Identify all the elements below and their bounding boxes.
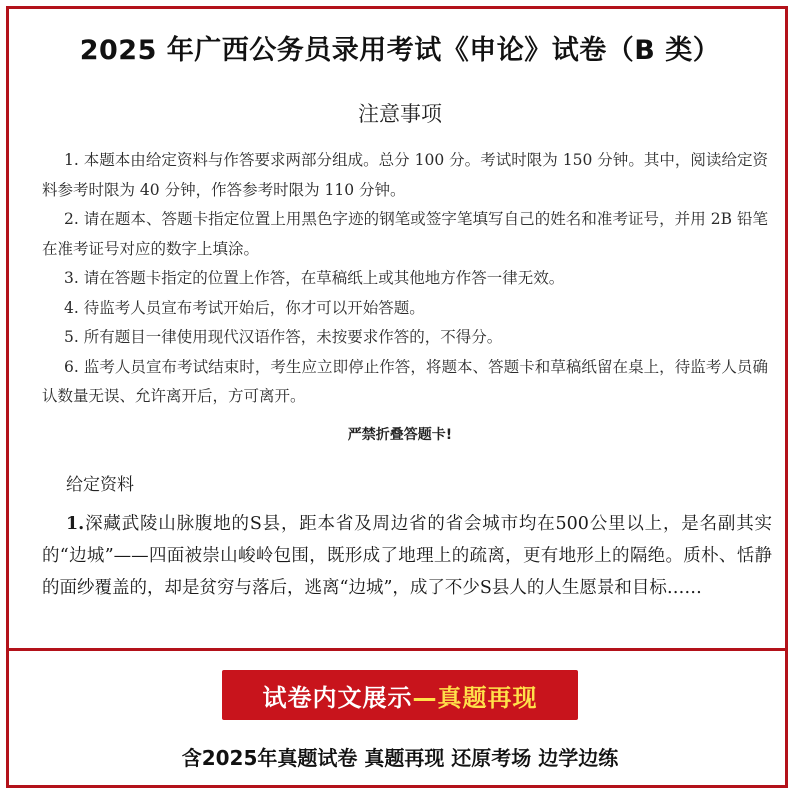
notice-heading: 注意事项 — [358, 102, 442, 126]
section-divider — [6, 648, 785, 651]
notice-item-3: 3. 请在答题卡指定的位置上作答，在草稿纸上或其他地方作答一律无效。 — [64, 269, 565, 287]
material-number: 1. — [66, 514, 85, 534]
notice-item-2: 2. 请在题本、答题卡指定位置上用黑色字迹的钢笔或签字笔填写自己的姓名和准考证号，并用 2B 铅笔在准考证号对应的数字上填涂。 — [42, 210, 768, 258]
banner-highlight-text: —真题再现 — [412, 683, 538, 712]
material-paragraph-1 — [42, 508, 772, 604]
promo-tagline: 含2025年真题试卷 真题再现 还原考场 边学边练 — [181, 746, 619, 770]
no-fold-warning: 严禁折叠答题卡! — [347, 427, 453, 443]
banner-main-text: 试卷内文展示 — [262, 683, 413, 712]
notice-item-1: 1. 本题本由给定资料与作答要求两部分组成。总分 100 分。考试时限为 150 分钟。其中，阅读给定资料参考时限为 40 分钟，作答参考时限为 110 分钟。 — [42, 151, 768, 199]
notice-list — [42, 146, 768, 412]
notice-item-5: 5. 所有题目一律使用现代汉语作答，未按要求作答的，不得分。 — [64, 328, 503, 346]
material-heading: 给定资料 — [66, 475, 134, 495]
exam-title: 2025 年广西公务员录用考试《申论》试卷（B 类） — [79, 35, 721, 66]
notice-item-4: 4. 待监考人员宣布考试开始后，你才可以开始答题。 — [64, 298, 425, 317]
notice-item-6: 6. 监考人员宣布考试结束时，考生应立即停止作答，将题本、答题卡和草稿纸留在桌上，待监考人员确认数量无误、允许离开后，方可离开。 — [42, 357, 768, 405]
promo-banner — [222, 670, 578, 720]
material-text: 深藏武陵山脉腹地的S县，距本省及周边省的省会城市均在500公里以上，是名副其实的“边城”——四面被崇山峻岭包围，既形成了地理上的疏离，更有地形上的隔绝。质朴、恬静的面纱覆盖的，却是贫穷与落后，逃离“边城”，成了不少S县人的人生愿景和目标…… — [42, 514, 772, 598]
